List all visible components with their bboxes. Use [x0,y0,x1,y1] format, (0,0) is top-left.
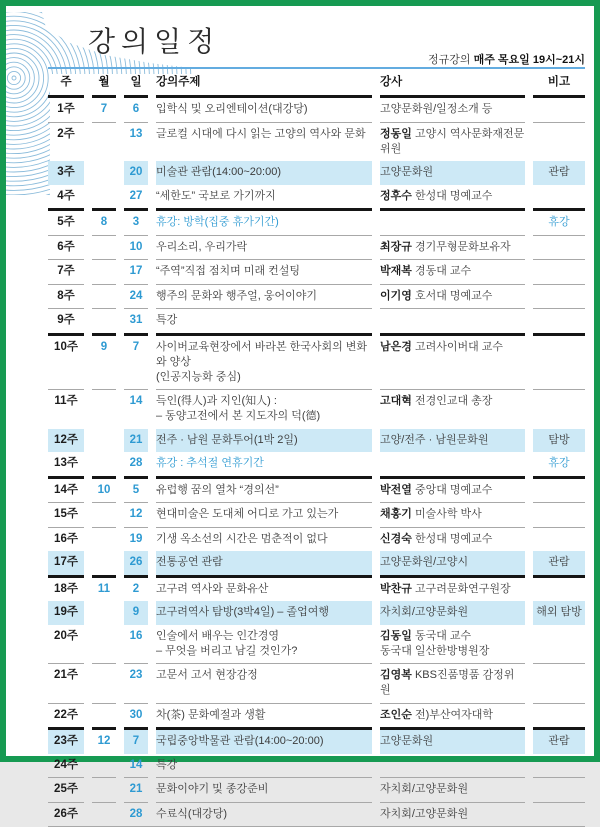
note-cell [533,527,585,552]
day-cell: 21 [124,777,148,802]
day-cell: 28 [129,457,143,469]
lecturer-line: 신경숙 한성대 명예교수 [380,532,493,545]
note-cell [533,625,585,664]
page-title: 강의일정 [88,26,221,57]
topic-line: 전통공연 관람 [156,556,223,568]
note-cell [533,333,585,390]
week-cell: 23주 [48,727,84,754]
topic-line: 유럽행 꿈의 열차 “경의선” [156,483,279,496]
schedule-table [48,67,585,827]
note-cell [533,575,585,602]
lecturer-cell [380,575,525,602]
note-cell [533,308,585,333]
lecturer-line: 남은경 고려사이버대 교수 [380,340,504,353]
lecturer-cell [380,703,525,728]
day-cell: 2 [124,575,148,602]
topic-cell [156,802,372,827]
week-cell: 20주 [54,629,78,642]
lecturer-cell [380,185,525,209]
note-cell [533,802,585,827]
month-cell [92,754,116,778]
lecturer-cell [380,308,525,333]
lecturer-line: 채홍기 미술사학 박사 [380,508,482,520]
table-body [48,98,585,827]
topic-line: 현대미술은 도대체 어디로 가고 있는가 [156,508,339,520]
lecturer-line: 고양문화원 [380,735,434,747]
lecturer-line: 자치회/고양문화원 [380,807,469,820]
week-cell: 12주 [48,429,84,453]
month-cell [92,703,116,728]
lecturer-name: 정동일 [380,127,412,140]
topic-line: 우리소리, 우리가락 [156,240,248,253]
month-cell [92,284,116,309]
lecturer-name: 신경숙 [380,532,412,545]
week-cell: 17주 [48,551,84,575]
lecturer-line: 박찬규 고구려문화연구원장 [380,582,511,595]
schedule-note-time: 매주 목요일 19시~21시 [473,54,585,66]
topic-cell [156,754,372,778]
note-cell: 휴강 [533,208,585,235]
lecturer-name: 박찬규 [380,582,412,595]
topic-line: 입학식 및 오리엔테이션(대강당) [156,103,308,115]
week-cell: 4주 [57,189,75,202]
day-cell: 30 [124,703,148,728]
topic-cell [156,527,372,552]
lecturer-line: 동국대 일산한방병원장 [380,644,490,657]
topic-cell [156,663,372,703]
month-cell [92,551,116,575]
week-cell: 6주 [48,235,84,260]
lecturer-line: 자치회/고양문화원 [380,606,469,618]
week-cell: 15주 [48,502,84,527]
topic-line: 수료식(대강당) [156,807,228,820]
lecturer-name: 박재복 [380,265,412,277]
lecturer-line: 고양/전주 · 남원문화원 [380,433,489,446]
day-cell: 12 [124,502,148,527]
column-header-topic: 강의주제 [156,69,372,98]
week-cell: 8주 [48,284,84,309]
note-cell [533,185,585,209]
day-cell: 24 [124,284,148,309]
topic-cell [156,703,372,728]
lecturer-name: 고대혁 [380,395,412,407]
lecturer-cell [380,663,525,703]
topic-line: – 동양고전에서 본 지도자의 덕(德) [156,410,321,422]
lecturer-cell [380,502,525,527]
month-cell [92,429,116,453]
topic-cell [156,502,372,527]
day-cell: 20 [124,161,148,185]
week-cell: 2주 [48,122,84,162]
lecturer-line: 김영복 KBS진품명품 감정위원 [380,669,515,696]
lecturer-line: 고대혁 전경인교대 총장 [380,395,493,407]
topic-cell [156,308,372,333]
topic-cell [156,777,372,802]
topic-line: “세한도” 국보로 가기까지 [156,189,276,202]
lecturer-name: 최장규 [380,240,412,253]
day-cell: 14 [129,758,143,771]
topic-cell [156,625,372,664]
lecturer-line: 이기영 호서대 명예교수 [380,289,493,302]
lecturer-line: 박재복 경동대 교수 [380,265,472,277]
week-cell: 7주 [48,259,84,284]
lecturer-line: 박전열 중앙대 명예교수 [380,483,493,496]
note-cell [533,235,585,260]
lecturer-line: 고양문화원 [380,166,434,178]
note-cell [533,703,585,728]
week-cell: 9주 [48,308,84,333]
lecturer-cell [380,476,525,503]
topic-cell [156,476,372,503]
note-cell [533,476,585,503]
lecturer-cell [380,235,525,260]
topic-line: 행주의 문화와 행주얼, 웅어이야기 [156,289,317,302]
lecturer-line: 최장규 경기무형문화보유자 [380,240,511,253]
topic-line: 득인(得人)과 지인(知人) : [156,395,277,407]
month-cell [92,527,116,552]
day-cell: 13 [124,122,148,162]
topic-cell [156,284,372,309]
lecturer-cell [380,527,525,552]
month-cell [92,122,116,162]
lecturer-cell [380,122,525,162]
month-cell [92,161,116,185]
topic-cell [156,601,372,625]
schedule-note-prefix: 정규강의 [428,54,474,66]
day-cell: 7 [124,727,148,754]
month-cell: 11 [92,575,116,602]
topic-line: 글로컬 시대에 다시 읽는 고양의 역사와 문화 [156,127,366,140]
note-cell: 관람 [533,551,585,575]
note-cell [533,502,585,527]
month-cell [92,389,116,429]
topic-line: 특강 [156,758,178,771]
week-cell: 25주 [48,777,84,802]
lecturer-line: 자치회/고양문화원 [380,783,469,795]
topic-line: 인술에서 배우는 인간경영 [156,629,279,642]
topic-line: 고문서 고서 현장감정 [156,669,258,681]
lecturer-cell [380,754,525,778]
topic-line: – 무엇을 버리고 남길 것인가? [156,644,298,657]
topic-line: 기생 옥소선의 시간은 멈춘적이 없다 [156,532,328,545]
month-cell [92,308,116,333]
month-cell: 10 [92,476,116,503]
week-cell: 16주 [48,527,84,552]
topic-cell [156,161,372,185]
lecturer-name: 정후수 [380,189,412,202]
note-cell [533,122,585,162]
month-cell [92,452,116,476]
month-cell [92,502,116,527]
day-cell: 23 [124,663,148,703]
lecturer-line: 김동일 동국대 교수 [380,629,472,642]
week-cell: 10주 [48,333,84,390]
month-cell [92,625,116,664]
note-cell [533,663,585,703]
lecturer-name: 이기영 [380,289,412,302]
topic-line: 미술관 관람(14:00~20:00) [156,166,281,178]
lecturer-cell [380,429,525,453]
day-cell: 31 [124,308,148,333]
topic-cell [156,235,372,260]
topic-line: 차(茶) 문화예절과 생활 [156,708,266,721]
lecturer-line: 정동일 고양시 역사문화재전문위원 [380,127,525,155]
topic-cell [156,98,372,122]
week-cell: 24주 [54,758,78,771]
topic-cell [156,185,372,209]
topic-line: (인공지능화 중심) [156,370,241,383]
day-cell: 26 [124,551,148,575]
day-cell: 3 [124,208,148,235]
topic-cell [156,429,372,453]
topic-line: 휴강: 방학(집중 휴가기간) [156,216,279,228]
lecturer-cell [380,389,525,429]
month-cell: 12 [92,727,116,754]
lecturer-cell [380,625,525,664]
lecturer-cell [380,777,525,802]
lecturer-name: 남은경 [380,340,412,353]
lecturer-line: 정후수 한성대 명예교수 [380,189,493,202]
topic-cell [156,208,372,235]
note-cell [533,98,585,122]
note-cell: 관람 [533,727,585,754]
week-cell: 13주 [54,457,78,469]
lecturer-cell [380,727,525,754]
month-cell [92,777,116,802]
note-cell [533,259,585,284]
month-cell: 8 [92,208,116,235]
topic-line: 고구려역사 탐방(3박4일) – 졸업여행 [156,606,329,618]
month-cell [92,663,116,703]
lecturer-cell [380,284,525,309]
topic-cell [156,575,372,602]
note-cell [533,389,585,429]
month-cell [92,185,116,209]
topic-cell [156,122,372,162]
week-cell: 1주 [57,103,75,115]
topic-line: 문화이야기 및 종강준비 [156,783,269,795]
month-cell: 7 [100,103,108,115]
topic-line: 특강 [156,314,178,326]
column-header-lecturer: 강사 [380,69,525,98]
topic-cell [156,551,372,575]
week-cell: 18주 [48,575,84,602]
topic-cell [156,452,372,476]
lecturer-name: 채홍기 [380,508,412,520]
lecturer-name: 김동일 [380,629,412,642]
month-cell [92,259,116,284]
topic-line: 사이버교육현장에서 바라본 한국사회의 변화와 양상 [156,340,368,368]
topic-cell [156,389,372,429]
lecturer-name: 김영복 [380,669,412,681]
day-cell: 19 [124,527,148,552]
lecturer-line: 조인순 전)부산여자대학 [380,708,493,721]
topic-cell [156,727,372,754]
day-cell: 10 [124,235,148,260]
topic-line: “주역”직접 점치며 미래 컨설팅 [156,265,301,277]
lecturer-cell [380,333,525,390]
day-cell: 9 [124,601,148,625]
table-header [48,67,585,98]
note-cell [533,284,585,309]
week-cell: 3주 [48,161,84,185]
topic-line: 휴강 : 추석절 연휴기간 [156,457,264,469]
lecturer-cell [380,208,525,235]
week-cell: 21주 [48,663,84,703]
lecturer-cell [380,452,525,476]
lecturer-line: 고양문화원/고양시 [380,556,469,568]
topic-cell [156,333,372,390]
topic-line: 고구려 역사와 문화유산 [156,582,269,595]
week-cell: 5주 [48,208,84,235]
lecturer-name: 박전열 [380,483,412,496]
day-cell: 14 [124,389,148,429]
day-cell: 21 [124,429,148,453]
day-cell: 5 [124,476,148,503]
week-cell: 11주 [48,389,84,429]
note-cell [533,754,585,778]
lecturer-cell [380,98,525,122]
topic-cell [156,259,372,284]
note-cell: 탐방 [533,429,585,453]
note-cell: 휴강 [548,457,570,469]
day-cell: 17 [124,259,148,284]
lecturer-cell [380,259,525,284]
day-cell: 27 [129,189,143,202]
lecturer-cell [380,161,525,185]
week-cell: 26주 [48,802,84,827]
day-cell: 6 [132,103,140,115]
lecturer-name: 조인순 [380,708,412,721]
column-header-day: 일 [124,69,148,98]
month-cell [92,601,116,625]
week-cell: 22주 [48,703,84,728]
lecturer-cell [380,601,525,625]
note-cell: 관람 [533,161,585,185]
month-cell: 9 [92,333,116,390]
day-cell: 28 [124,802,148,827]
lecturer-cell [380,551,525,575]
schedule-note [428,51,585,67]
month-cell [92,235,116,260]
column-header-month: 월 [92,69,116,98]
topic-line: 국립중앙박물관 관람(14:00~20:00) [156,735,324,747]
column-header-note: 비고 [533,69,585,98]
column-header-week: 주 [48,69,84,98]
day-cell: 7 [124,333,148,390]
note-cell [533,777,585,802]
lecturer-line: 고양문화원/일정소개 등 [380,103,493,115]
week-cell: 19주 [48,601,84,625]
day-cell: 16 [129,629,143,642]
week-cell: 14주 [48,476,84,503]
lecturer-cell [380,802,525,827]
month-cell [92,802,116,827]
topic-line: 전주 · 남원 문화투어(1박 2일) [156,433,298,446]
note-cell: 해외 탐방 [533,601,585,625]
